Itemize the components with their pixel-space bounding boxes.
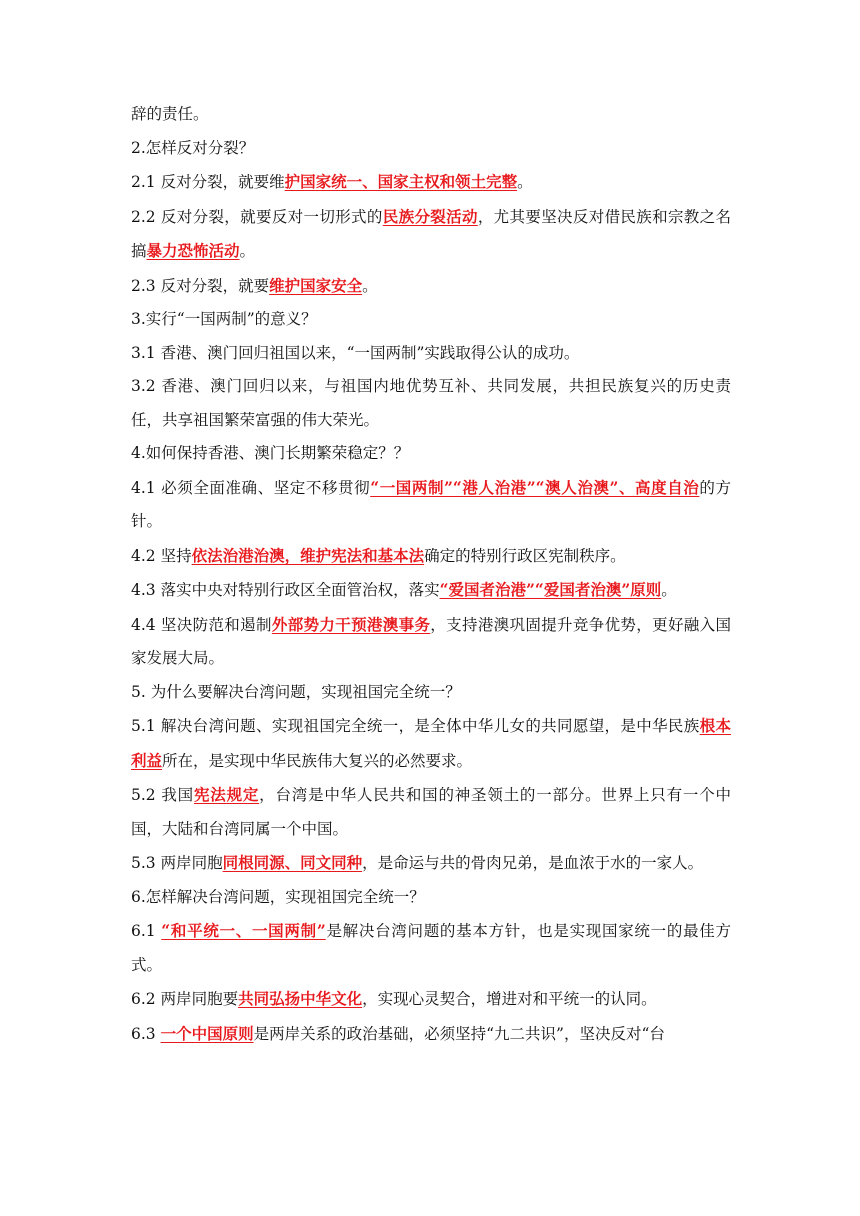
text-run: 5.1 解决台湾问题、实现祖国完全统一，是全体中华儿女的共同愿望，是中华民族 [131, 717, 700, 735]
text-run: 。 [362, 276, 378, 295]
text-run: 3.实行“一国两制”的意义？ [131, 310, 317, 328]
highlighted-keyword: 根本利益 [131, 716, 731, 770]
text-run: ，支持港澳巩固提升竞争优势，更好融入国家发展大局。 [131, 615, 731, 667]
document-body [131, 98, 731, 1051]
text-run: 是两岸关系的政治基础，必须坚持“九二共识”，坚决反对“台 [253, 1024, 665, 1043]
highlighted-keyword: 外部势力干预港澳事务 [271, 614, 431, 634]
paragraph [131, 98, 731, 132]
text-run: 是解决台湾问题的基本方针，也是实现国家统一的最佳方式。 [131, 922, 731, 974]
text-run: 3.2 香港、澳门回归以来，与祖国内地优势互补、共同发展，共担民族复兴的历史责任，共享祖国繁荣富强的伟大荣光。 [131, 377, 731, 429]
paragraph [131, 778, 731, 846]
paragraph [131, 437, 731, 471]
text-run: 4.如何保持香港、澳门长期繁荣稳定？？ [131, 444, 410, 462]
text-run: ，尤其要坚决反对借民族和宗教之名搞 [131, 207, 731, 260]
text-run: 4.2 坚持 [131, 546, 192, 565]
text-run: 2.怎样反对分裂？ [131, 138, 255, 157]
text-run: 。 [239, 242, 256, 260]
text-run: 所在，是实现中华民族伟大复兴的必然要求。 [162, 751, 473, 770]
paragraph [131, 539, 731, 574]
text-run: ，实现心灵契合，增进对和平统一的认同。 [362, 990, 657, 1008]
text-run: 2.3 反对分裂，就要 [131, 276, 270, 295]
highlighted-keyword: 维护国家安全 [269, 275, 363, 295]
paragraph [131, 914, 731, 982]
paragraph [131, 370, 731, 437]
highlighted-keyword: 护国家统一、国家主权和领土完整 [284, 172, 518, 191]
text-run: 6.1 [131, 922, 162, 940]
text-run: 6.3 [131, 1024, 161, 1043]
paragraph [131, 471, 731, 539]
text-run: 4.3 落实中央对特别行政区全面管治权，落实 [131, 581, 440, 599]
text-run: 2.2 反对分裂，就要反对一切形式的 [131, 207, 383, 226]
text-run: 辞的责任。 [131, 105, 209, 123]
text-run: 5.2 我国 [131, 786, 194, 804]
paragraph [131, 881, 731, 915]
highlighted-keyword: 暴力恐怖活动 [146, 241, 240, 260]
text-run: 2.1 反对分裂，就要维 [131, 173, 285, 191]
text-run: 。 [517, 173, 533, 191]
paragraph [131, 132, 731, 166]
highlighted-keyword: “爱国者治港”“爱国者治澳”原则 [439, 580, 662, 599]
paragraph [131, 200, 731, 269]
text-run: 6.2 两岸同胞要 [131, 990, 239, 1008]
text-run: 。 [661, 581, 677, 599]
text-run: 确定的特别行政区宪制秩序。 [424, 546, 626, 565]
highlighted-keyword: “和平统一、一国两制” [161, 921, 326, 940]
paragraph [131, 982, 731, 1017]
paragraph [131, 337, 731, 371]
highlighted-keyword: 同根同源、同文同种 [222, 853, 363, 872]
paragraph [131, 846, 731, 881]
paragraph [131, 709, 731, 778]
highlighted-keyword: 民族分裂活动 [382, 206, 478, 226]
text-run: 的方针。 [131, 478, 731, 530]
highlighted-keyword: 共同弘扬中华文化 [238, 989, 363, 1008]
text-run: ，台湾是中华人民共和国的神圣领土的一部分。世界上只有一个中国，大陆和台湾同属一个中国。 [131, 786, 731, 838]
text-run: ，是命运与共的骨肉兄弟，是血浓于水的一家人。 [362, 854, 704, 872]
paragraph [131, 1017, 731, 1052]
highlighted-keyword: “一国两制”“港人治港”“澳人治澳”、高度自治 [370, 477, 700, 497]
text-run: 5. 为什么要解决台湾问题，实现祖国完全统一？ [131, 682, 461, 701]
highlighted-keyword: 宪法规定 [193, 785, 260, 804]
paragraph [131, 676, 731, 710]
text-run: 4.1 必须全面准确、坚定不移贯彻 [131, 478, 371, 497]
paragraph [131, 303, 731, 337]
text-run: 3.1 香港、澳门回归祖国以来，“一国两制”实践取得公认的成功。 [131, 343, 580, 362]
text-run: 5.3 两岸同胞 [131, 854, 223, 872]
text-run: 6.怎样解决台湾问题，实现祖国完全统一？ [131, 887, 425, 906]
text-run: 4.4 坚决防范和遏制 [131, 615, 272, 634]
paragraph [131, 608, 731, 676]
paragraph [131, 269, 731, 304]
highlighted-keyword: 一个中国原则 [160, 1023, 254, 1043]
paragraph [131, 573, 731, 608]
paragraph [131, 165, 731, 200]
highlighted-keyword: 依法治港治澳，维护宪法和基本法 [191, 545, 425, 565]
